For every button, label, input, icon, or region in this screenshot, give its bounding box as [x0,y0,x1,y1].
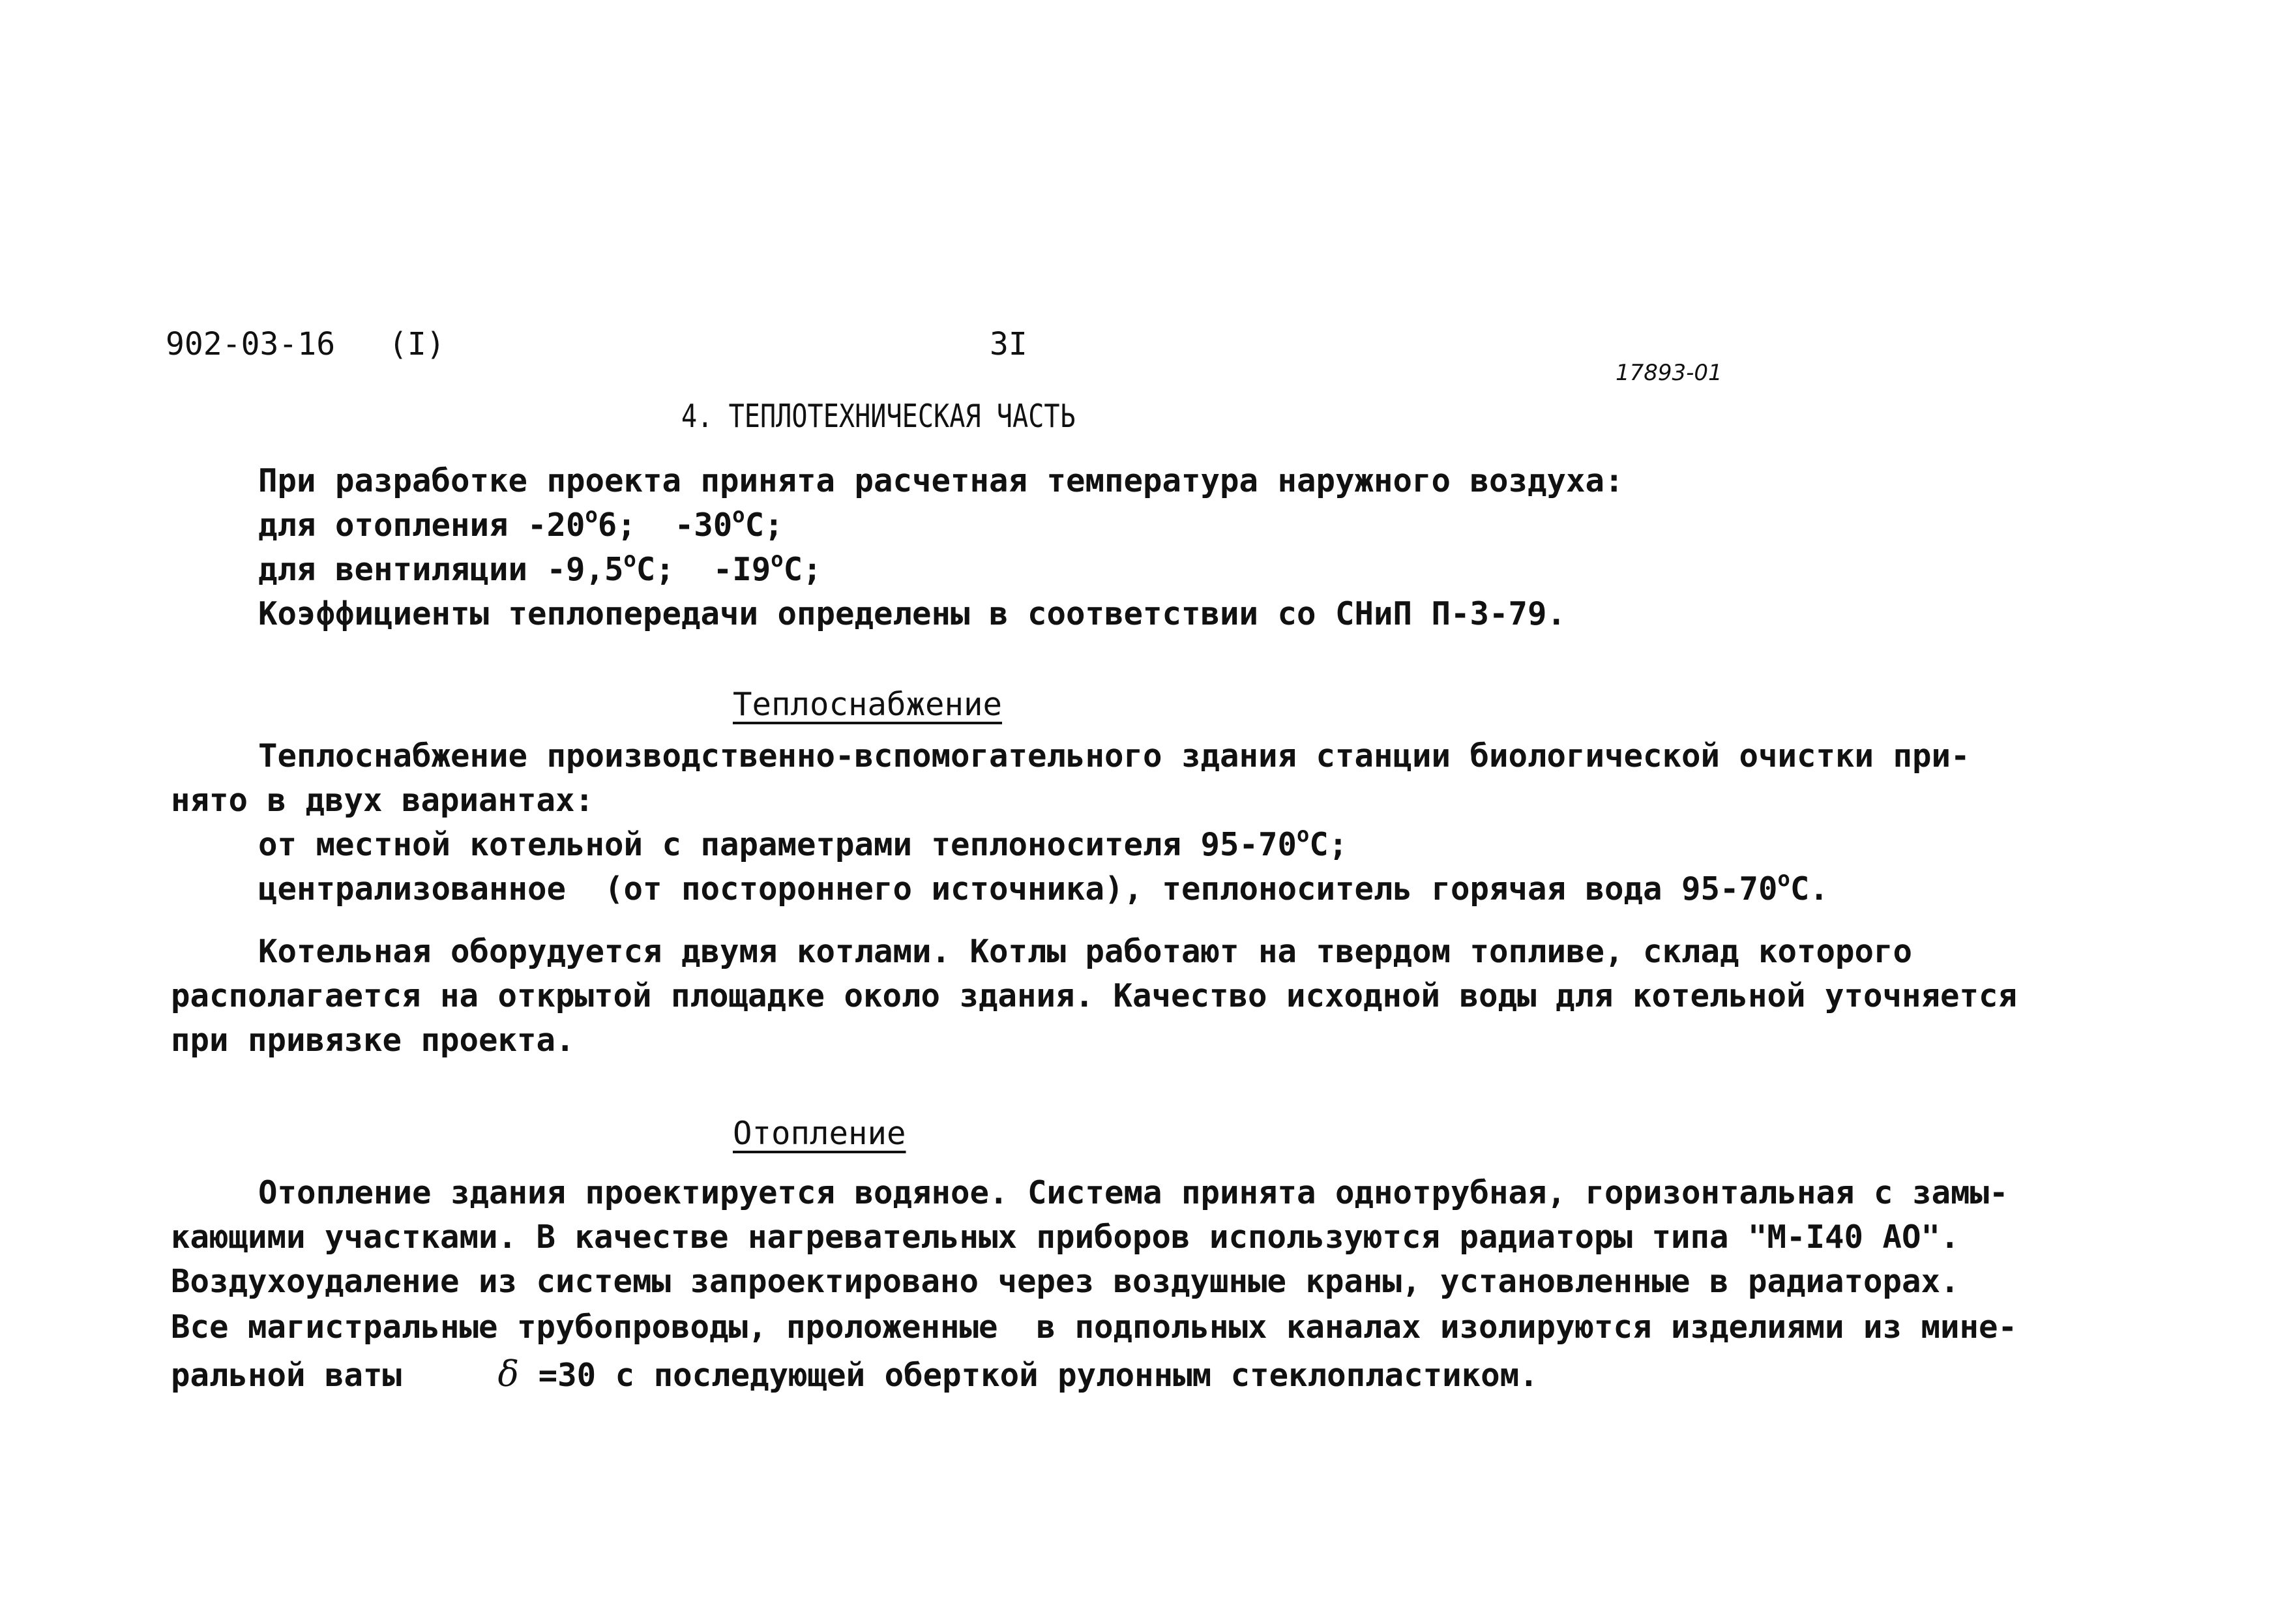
section-title: 4. ТЕПЛОТЕХНИЧЕСКАЯ ЧАСТЬ [681,398,1076,435]
degree-sign: о [1777,866,1790,891]
intro-heating-temps: для отопления $-20^о6$; $-30^оС$; [258,502,784,544]
heat-supply-p2-line-1: Котельная оборудуется двумя котлами. Котлы работают на твердом топливе, склад которого [258,933,1913,970]
heat-supply-p1-line-2: нято в двух вариантах: [171,782,595,819]
page-number: 3I [990,326,1027,362]
archive-stamp: 17893-01 [1616,360,1722,386]
heating-line-1: Отопление здания проектируется водяное. Система принята однотрубная, горизонтальная с замы- [258,1174,2009,1211]
doc-part: (I) [389,326,445,362]
heating-line-5: ральной ваты δ =30 с последующей оберткой рулонным стеклопластиком. [171,1353,1539,1395]
intro-vent-temps: для вентиляции $-9,5^оС$; $-I9^оС$; [258,546,822,588]
heating-heading: Отопление [733,1115,906,1152]
delta-symbol: δ [497,1353,520,1395]
heat-supply-p1-line-1: Теплоснабжение производственно-вспомогательного здания станции биологической очистки при- [258,737,1970,775]
degree-sign: о [585,502,598,527]
degree-sign: о [1297,821,1310,847]
heating-line-3: Воздухоудаление из системы запроектировано через воздушные краны, установленные в радиаторах. [171,1263,1960,1300]
heating-line-4: Все магистральные трубопроводы, проложенные в подпольных каналах изолируются изделиями из мине- [171,1308,2018,1346]
intro-line-1: При разработке проекта принята расчетная температура наружного воздуха: [258,462,1624,499]
degree-sign: о [623,546,636,572]
heat-supply-p2-line-2: располагается на открытой площадке около здания. Качество исходной воды для котельной уточняется [171,977,2018,1014]
heat-supply-p2-line-3: при привязке проекта. [171,1022,575,1059]
heat-supply-option-2: централизованное (от постороннего источника), теплоноситель горячая вода $95-70^оС$. [258,866,1829,908]
heat-supply-option-1: от местной котельной с параметрами теплоносителя $95-70^оС$; [258,821,1348,863]
degree-sign: о [771,546,784,572]
doc-code: 902-03-16 [166,326,336,362]
intro-line-4: Коэффициенты теплопередачи определены в соответствии со СНиП П-3-79. [258,595,1567,632]
degree-sign: о [732,502,745,527]
heat-supply-heading: Теплоснабжение [733,686,1003,723]
heating-line-2: кающими участками. В качестве нагревательных приборов используются радиаторы типа "М-I40 АО". [171,1218,1960,1256]
